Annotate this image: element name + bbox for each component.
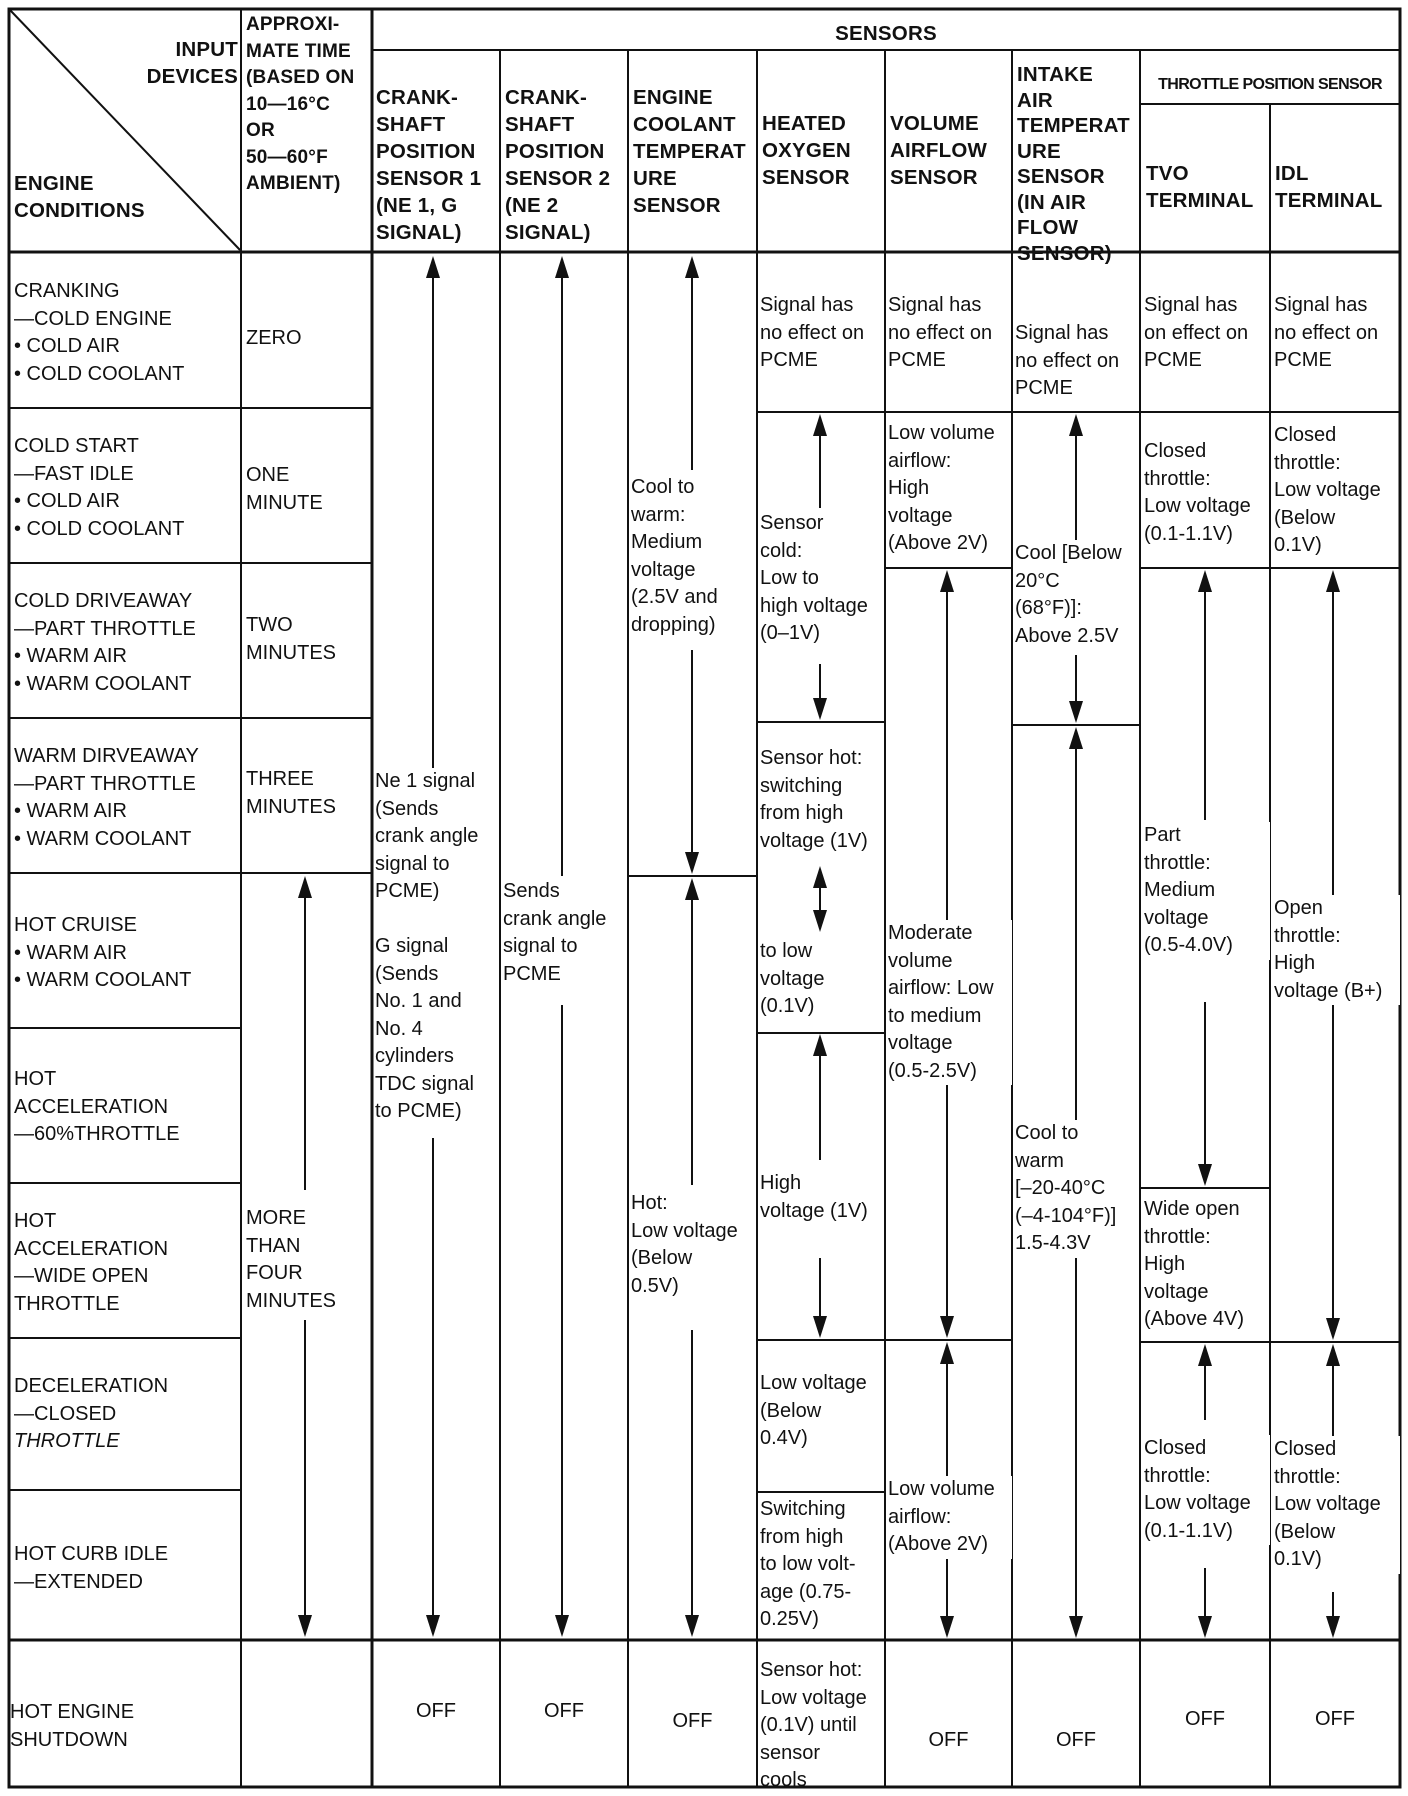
header-sensors: SENSORS <box>835 22 937 45</box>
vaf-moderate: Moderate volume airflow: Low to medium voltage (0.5-2.5V) <box>888 920 1012 1085</box>
ho2s-cranking: Signal has no effect on PCME <box>760 294 865 371</box>
ho2s-high-voltage: High voltage (1V) <box>760 1170 884 1225</box>
ho2s-low-voltage: Low voltage (Below 0.4V) <box>760 1372 867 1449</box>
header-vaf: VOLUME AIRFLOW SENSOR <box>890 112 988 189</box>
ckp2-signal-text: Sends crank angle signal to PCME <box>503 878 627 988</box>
vaf-low-volume-high: Low volume airflow: High voltage (Above 2V) <box>888 422 995 554</box>
time-two-minutes: TWO MINUTES <box>246 614 336 664</box>
header-engine-conditions: ENGINE CONDITIONS <box>14 172 145 222</box>
vaf-cranking: Signal has no effect on PCME <box>888 294 993 371</box>
iat-cool: Cool [Below 20°C (68°F)]: Above 2.5V <box>1015 540 1139 650</box>
time-one-minute: ONE MINUTE <box>246 464 323 514</box>
tvo-wide-open: Wide open throttle: High voltage (Above 4V) <box>1144 1198 1245 1330</box>
header-tvo: TVO TERMINAL <box>1146 162 1254 212</box>
condition-hot-accel-60: HOT ACCELERATION —60%THROTTLE <box>14 1068 180 1145</box>
ckp1-off: OFF <box>416 1700 456 1722</box>
ect-off: OFF <box>672 1710 713 1732</box>
time-zero: ZERO <box>246 327 302 349</box>
time-three-minutes: THREE MINUTES <box>246 768 336 818</box>
header-tps: THROTTLE POSITION SENSOR <box>1158 76 1382 93</box>
iat-cool-warm: Cool to warm [–20-40°C (–4-104°F)] 1.5-4.3V <box>1015 1120 1139 1258</box>
idl-cranking: Signal has no effect on PCME <box>1274 294 1379 371</box>
ho2s-hot-low: to low voltage (0.1V) <box>760 940 825 1017</box>
header-ckp1: CRANK- SHAFT POSITION SENSOR 1 (NE 1, G SIGNAL) <box>376 86 482 244</box>
condition-deceleration: DECELERATION —CLOSED THROTTLE <box>14 1375 169 1452</box>
tvo-part-throttle: Part throttle: Medium voltage (0.5-4.0V) <box>1144 822 1270 960</box>
header-approx-time: APPROXI- MATE TIME (BASED ON 10—16°C OR 50—60°F AMBIENT) <box>246 14 355 194</box>
ckp2-off: OFF <box>544 1700 584 1722</box>
header-idl: IDL TERMINAL <box>1275 162 1383 212</box>
header-ho2s: HEATED OXYGEN SENSOR <box>762 112 851 189</box>
vaf-low-volume-idle: Low volume airflow: (Above 2V) <box>888 1476 1012 1559</box>
iat-off: OFF <box>1056 1729 1096 1751</box>
tvo-closed-idle: Closed throttle: Low voltage (0.1-1.1V) <box>1144 1435 1270 1545</box>
header-ckp2: CRANK- SHAFT POSITION SENSOR 2 (NE 2 SIGNAL) <box>505 86 611 244</box>
ho2s-shutdown: Sensor hot: Low voltage (0.1V) until sensor cools <box>760 1659 867 1791</box>
vaf-off: OFF <box>928 1729 969 1751</box>
ect-cool-warm: Cool to warm: Medium voltage (2.5V and dropping) <box>631 474 755 639</box>
idl-open-throttle: Open throttle: High voltage (B+) <box>1274 895 1400 1005</box>
condition-cranking: CRANKING —COLD ENGINE • COLD AIR • COLD COOLANT <box>14 280 185 385</box>
header-iat: INTAKE AIR TEMPERAT URE SENSOR (IN AIR FLOW SENSOR) <box>1017 63 1130 265</box>
condition-warm-driveaway: WARM DIRVEAWAY —PART THROTTLE • WARM AIR • WARM COOLANT <box>14 745 199 850</box>
header-input-devices: INPUT DEVICES <box>146 38 238 88</box>
ho2s-cold: Sensor cold: Low to high voltage (0–1V) <box>760 510 884 648</box>
time-more-than-four: MORE THAN FOUR MINUTES <box>246 1205 370 1315</box>
idl-off: OFF <box>1315 1708 1355 1730</box>
condition-cold-driveaway: COLD DRIVEAWAY —PART THROTTLE • WARM AIR • WARM COOLANT <box>14 590 196 695</box>
condition-hot-curb-idle: HOT CURB IDLE —EXTENDED <box>14 1543 169 1593</box>
ho2s-switching-idle: Switching from high to low volt- age (0.75- 0.25V) <box>760 1498 856 1630</box>
header-ect: ENGINE COOLANT TEMPERAT URE SENSOR <box>633 86 746 217</box>
idl-closed-idle: Closed throttle: Low voltage (Below 0.1V) <box>1274 1436 1400 1574</box>
condition-hot-accel-wot: HOT ACCELERATION —WIDE OPEN THROTTLE <box>14 1210 169 1315</box>
condition-hot-shutdown: HOT ENGINE SHUTDOWN <box>10 1701 135 1751</box>
tvo-closed-start: Closed throttle: Low voltage (0.1-1.1V) <box>1144 440 1251 545</box>
condition-cold-start: COLD START —FAST IDLE • COLD AIR • COLD COOLANT <box>14 435 185 540</box>
idl-closed-start: Closed throttle: Low voltage (Below 0.1V) <box>1274 424 1381 556</box>
ckp1-signal-text: Ne 1 signal (Sends crank angle signal to PCME) G signal (Sends No. 1 and No. 4 cylinders TDC signal to PCME) <box>375 768 499 1126</box>
iat-cranking: Signal has no effect on PCME <box>1015 322 1120 399</box>
condition-hot-cruise: HOT CRUISE • WARM AIR • WARM COOLANT <box>14 914 192 991</box>
tvo-cranking: Signal has on effect on PCME <box>1144 294 1249 371</box>
ho2s-hot-switching: Sensor hot: switching from high voltage (1V) <box>760 747 868 852</box>
tvo-off: OFF <box>1185 1708 1225 1730</box>
ect-hot: Hot: Low voltage (Below 0.5V) <box>631 1190 755 1300</box>
arrow-ect <box>685 256 699 1637</box>
